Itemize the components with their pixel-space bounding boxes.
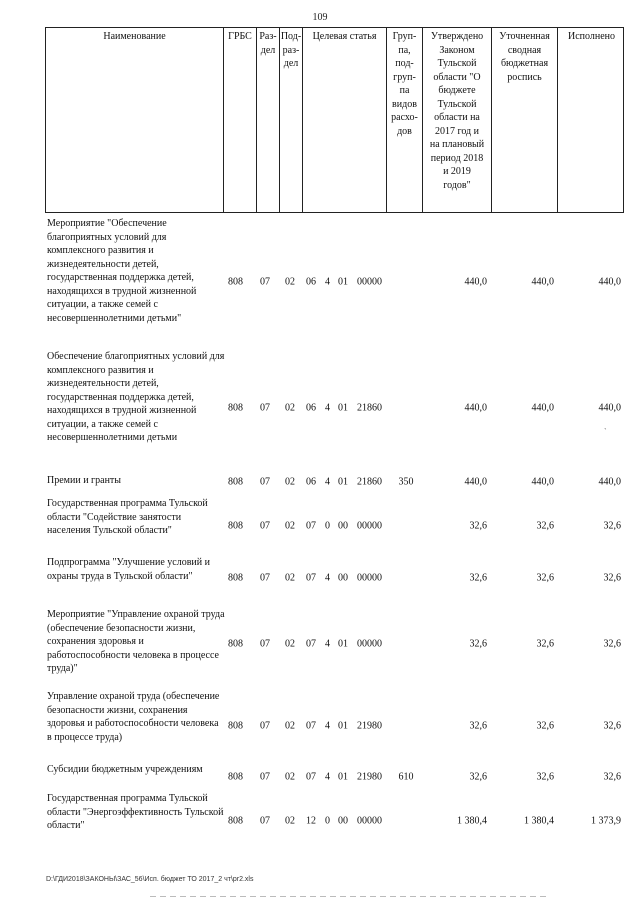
row-approved: 32,6 xyxy=(469,572,487,584)
row-approved: 32,6 xyxy=(469,720,487,732)
header-expense-group: Груп- па, под- груп- па видов расхо- дов xyxy=(387,28,423,212)
row-cs-direction: 00000 xyxy=(357,276,382,288)
row-podrazdel: 02 xyxy=(285,638,295,650)
row-refined: 32,6 xyxy=(536,720,554,732)
row-cs-event: 01 xyxy=(338,771,348,783)
table-row xyxy=(45,792,624,850)
row-cs-direction: 21980 xyxy=(357,720,382,732)
row-name: Обеспечение благоприятных условий для комплексного развития и жизнедеятельности детей, государственная поддержка детей, находящихся в трудной жизненной ситуации, а также семей с несовершеннолетними детьми xyxy=(47,351,225,443)
row-cs-program: 07 xyxy=(306,520,316,532)
row-razdel: 07 xyxy=(260,475,270,487)
row-podrazdel: 02 xyxy=(285,720,295,732)
row-cs-direction: 00000 xyxy=(357,520,382,532)
table-row xyxy=(45,608,624,680)
table-row xyxy=(45,763,624,791)
row-grbs: 808 xyxy=(228,276,243,288)
page-number: 109 xyxy=(312,12,328,23)
row-cs-program: 12 xyxy=(306,815,316,827)
row-refined: 32,6 xyxy=(536,520,554,532)
row-grbs: 808 xyxy=(228,638,243,650)
row-refined: 32,6 xyxy=(536,771,554,783)
row-cs-subprogram: 4 xyxy=(325,401,330,413)
row-razdel: 07 xyxy=(260,638,270,650)
row-cs-subprogram: 4 xyxy=(325,572,330,584)
row-approved: 32,6 xyxy=(469,520,487,532)
row-name: Субсидии бюджетным учреждениям xyxy=(47,764,203,775)
row-razdel: 07 xyxy=(260,815,270,827)
row-cs-event: 00 xyxy=(338,572,348,584)
header-grbs: ГРБС xyxy=(224,28,257,212)
row-razdel: 07 xyxy=(260,520,270,532)
row-refined: 440,0 xyxy=(531,276,554,288)
row-name: Мероприятие "Управление охраной труда (обеспечение безопасности жизни, сохранения здоровья и работоспособности человека в процессе труда)" xyxy=(47,609,225,674)
header-name: Наименование xyxy=(46,28,224,212)
stray-tick-mark: ` xyxy=(604,427,607,436)
row-grbs: 808 xyxy=(228,475,243,487)
row-executed: 32,6 xyxy=(603,720,621,732)
row-cs-subprogram: 4 xyxy=(325,638,330,650)
header-target-article: Целевая статья xyxy=(303,28,387,212)
row-refined: 440,0 xyxy=(531,475,554,487)
header-razdel: Раз- дел xyxy=(257,28,280,212)
row-cs-program: 07 xyxy=(306,771,316,783)
row-podrazdel: 02 xyxy=(285,401,295,413)
row-razdel: 07 xyxy=(260,720,270,732)
row-cs-subprogram: 4 xyxy=(325,276,330,288)
header-executed: Исполнено xyxy=(567,31,615,42)
row-executed: 32,6 xyxy=(603,638,621,650)
row-razdel: 07 xyxy=(260,401,270,413)
table-row xyxy=(45,350,624,465)
row-cs-event: 01 xyxy=(338,401,348,413)
row-cs-direction: 00000 xyxy=(357,638,382,650)
row-cs-subprogram: 4 xyxy=(325,720,330,732)
row-podrazdel: 02 xyxy=(285,771,295,783)
row-grbs: 808 xyxy=(228,401,243,413)
table-row xyxy=(45,556,624,600)
header-refined: Уточненная сводная бюджетная роспись xyxy=(492,28,558,212)
row-executed: 32,6 xyxy=(603,771,621,783)
row-cs-direction: 21980 xyxy=(357,771,382,783)
table-row xyxy=(45,690,624,762)
row-podrazdel: 02 xyxy=(285,276,295,288)
row-group: 350 xyxy=(398,475,414,487)
row-approved: 1 380,4 xyxy=(457,815,487,827)
table-header xyxy=(45,27,624,213)
row-cs-program: 07 xyxy=(306,720,316,732)
header-podrazdel: Под- раз- дел xyxy=(280,28,303,212)
table-row xyxy=(45,474,624,489)
row-executed: 440,0 xyxy=(598,475,621,487)
row-refined: 32,6 xyxy=(536,638,554,650)
row-approved: 440,0 xyxy=(464,475,487,487)
row-cs-direction: 00000 xyxy=(357,815,382,827)
row-cs-subprogram: 4 xyxy=(325,475,330,487)
row-refined: 32,6 xyxy=(536,572,554,584)
row-cs-subprogram: 4 xyxy=(325,771,330,783)
row-podrazdel: 02 xyxy=(285,572,295,584)
row-cs-event: 01 xyxy=(338,475,348,487)
row-grbs: 808 xyxy=(228,720,243,732)
row-approved: 440,0 xyxy=(464,401,487,413)
row-approved: 32,6 xyxy=(469,638,487,650)
row-cs-program: 06 xyxy=(306,475,316,487)
table-row xyxy=(45,217,624,347)
row-executed: 1 373,9 xyxy=(591,815,621,827)
row-podrazdel: 02 xyxy=(285,520,295,532)
row-grbs: 808 xyxy=(228,815,243,827)
row-refined: 440,0 xyxy=(531,401,554,413)
row-executed: 32,6 xyxy=(603,520,621,532)
row-name: Государственная программа Тульской области "Энергоэффективность Тульской области" xyxy=(47,793,224,831)
row-cs-event: 01 xyxy=(338,638,348,650)
row-name: Управление охраной труда (обеспечение безопасности жизни, сохранения здоровья и работоспособности человека в процессе труда) xyxy=(47,691,220,743)
row-approved: 440,0 xyxy=(464,276,487,288)
row-cs-event: 01 xyxy=(338,720,348,732)
row-grbs: 808 xyxy=(228,572,243,584)
row-cs-event: 00 xyxy=(338,520,348,532)
row-approved: 32,6 xyxy=(469,771,487,783)
row-cs-direction: 00000 xyxy=(357,572,382,584)
row-cs-program: 07 xyxy=(306,572,316,584)
row-cs-direction: 21860 xyxy=(357,475,382,487)
row-cs-subprogram: 0 xyxy=(325,520,330,532)
row-name: Подпрограмма "Улучшение условий и охраны труда в Тульской области" xyxy=(47,557,210,582)
row-executed: 440,0 xyxy=(598,276,621,288)
row-razdel: 07 xyxy=(260,771,270,783)
row-grbs: 808 xyxy=(228,771,243,783)
row-executed: 32,6 xyxy=(603,572,621,584)
row-name: Государственная программа Тульской области "Содействие занятости населения Тульской области" xyxy=(47,498,208,536)
row-cs-event: 00 xyxy=(338,815,348,827)
footer-file-path: D:\ГДИ2018\ЗАКОНЫ\ЗАС_56\Исп. бюджет ТО 2017_2 чт\pr2.xls xyxy=(46,876,254,883)
row-name: Мероприятие "Обеспечение благоприятных условий для комплексного развития и жизнедеятельности детей, государственная поддержка детей, находящихся в трудной жизненной ситуации, а также семей с несовершеннолетними детьми" xyxy=(47,218,197,324)
row-razdel: 07 xyxy=(260,276,270,288)
row-cs-subprogram: 0 xyxy=(325,815,330,827)
row-cs-program: 07 xyxy=(306,638,316,650)
scan-artifact-line xyxy=(150,896,550,897)
row-group: 610 xyxy=(398,771,414,783)
table-row xyxy=(45,497,624,555)
row-podrazdel: 02 xyxy=(285,815,295,827)
row-cs-direction: 21860 xyxy=(357,401,382,413)
row-executed: 440,0 xyxy=(598,401,621,413)
row-name: Премии и гранты xyxy=(47,475,122,486)
row-podrazdel: 02 xyxy=(285,475,295,487)
row-cs-program: 06 xyxy=(306,276,316,288)
row-cs-program: 06 xyxy=(306,401,316,413)
row-razdel: 07 xyxy=(260,572,270,584)
row-cs-event: 01 xyxy=(338,276,348,288)
header-approved: Утверждено Законом Тульской области "О бюджете Тульской области на 2017 год и на плановый период 2018 и 2019 годов" xyxy=(423,28,492,212)
row-grbs: 808 xyxy=(228,520,243,532)
row-refined: 1 380,4 xyxy=(524,815,554,827)
